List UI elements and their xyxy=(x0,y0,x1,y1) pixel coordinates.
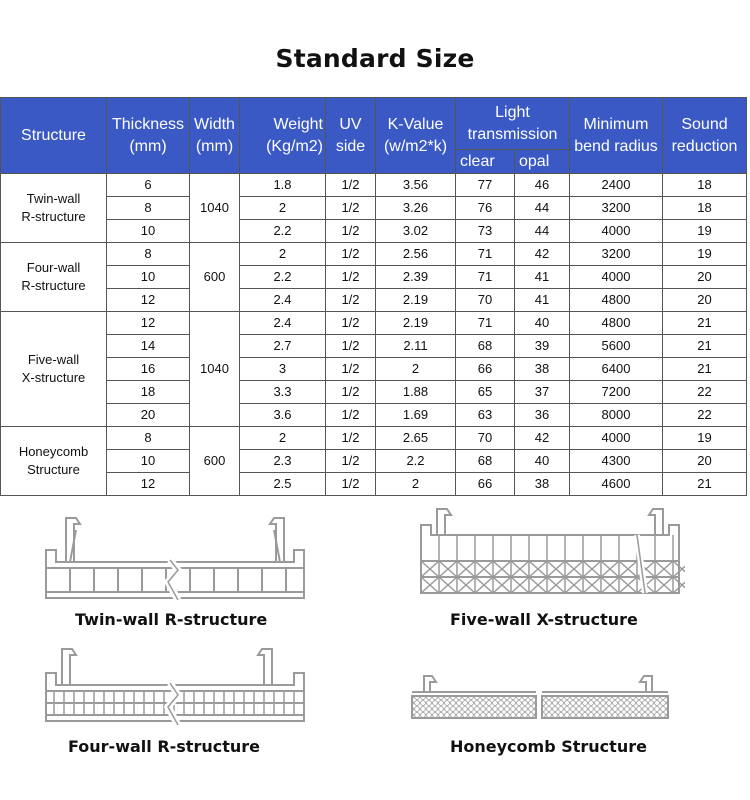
opal-cell: 42 xyxy=(515,427,570,450)
table-row xyxy=(1,289,747,312)
weight-cell: 2.7 xyxy=(240,335,326,358)
clear-cell: 77 xyxy=(456,174,515,197)
sound-cell: 21 xyxy=(663,473,747,496)
clear-cell: 71 xyxy=(456,312,515,335)
sound-cell: 21 xyxy=(663,335,747,358)
uv-cell: 1/2 xyxy=(326,197,376,220)
header-light-transmission: Light transmission xyxy=(456,98,570,150)
header-thickness: Thickness (mm) xyxy=(107,98,190,174)
kvalue-cell: 2.19 xyxy=(376,312,456,335)
weight-cell: 2 xyxy=(240,243,326,266)
thickness-cell: 10 xyxy=(107,266,190,289)
clear-cell: 68 xyxy=(456,450,515,473)
uv-cell: 1/2 xyxy=(326,289,376,312)
structure-cell: Four-wall R-structure xyxy=(1,243,107,312)
thickness-cell: 14 xyxy=(107,335,190,358)
uv-cell: 1/2 xyxy=(326,473,376,496)
weight-cell: 2.3 xyxy=(240,450,326,473)
table-row xyxy=(1,266,747,289)
header-opal: opal xyxy=(515,150,570,174)
opal-cell: 39 xyxy=(515,335,570,358)
uv-cell: 1/2 xyxy=(326,450,376,473)
header-sound: Sound reduction xyxy=(663,98,747,174)
thickness-cell: 8 xyxy=(107,197,190,220)
table-row xyxy=(1,473,747,496)
clear-cell: 66 xyxy=(456,473,515,496)
table-row xyxy=(1,243,747,266)
clear-cell: 66 xyxy=(456,358,515,381)
thickness-cell: 6 xyxy=(107,174,190,197)
clear-cell: 68 xyxy=(456,335,515,358)
caption-five-wall: Five-wall X-structure xyxy=(450,610,638,629)
sound-cell: 18 xyxy=(663,174,747,197)
bend-radius-cell: 4800 xyxy=(570,312,663,335)
opal-cell: 40 xyxy=(515,312,570,335)
sound-cell: 22 xyxy=(663,404,747,427)
structure-cell: Honeycomb Structure xyxy=(1,427,107,496)
five-wall-x-structure-diagram xyxy=(415,505,685,605)
table-row xyxy=(1,381,747,404)
kvalue-cell: 2.2 xyxy=(376,450,456,473)
uv-cell: 1/2 xyxy=(326,220,376,243)
weight-cell: 3.3 xyxy=(240,381,326,404)
uv-cell: 1/2 xyxy=(326,174,376,197)
sound-cell: 19 xyxy=(663,243,747,266)
kvalue-cell: 1.69 xyxy=(376,404,456,427)
header-bend-radius: Minimum bend radius xyxy=(570,98,663,174)
header-uv: UV side xyxy=(326,98,376,174)
opal-cell: 44 xyxy=(515,220,570,243)
uv-cell: 1/2 xyxy=(326,381,376,404)
width-cell: 600 xyxy=(190,243,240,312)
bend-radius-cell: 4000 xyxy=(570,427,663,450)
table-row xyxy=(1,197,747,220)
opal-cell: 42 xyxy=(515,243,570,266)
uv-cell: 1/2 xyxy=(326,358,376,381)
sound-cell: 19 xyxy=(663,220,747,243)
thickness-cell: 12 xyxy=(107,473,190,496)
uv-cell: 1/2 xyxy=(326,335,376,358)
bend-radius-cell: 4300 xyxy=(570,450,663,473)
thickness-cell: 12 xyxy=(107,312,190,335)
spec-table xyxy=(0,97,747,496)
sound-cell: 21 xyxy=(663,312,747,335)
structure-cell: Five-wall X-structure xyxy=(1,312,107,427)
table-row xyxy=(1,358,747,381)
kvalue-cell: 2.39 xyxy=(376,266,456,289)
weight-cell: 2.5 xyxy=(240,473,326,496)
opal-cell: 46 xyxy=(515,174,570,197)
thickness-cell: 8 xyxy=(107,243,190,266)
thickness-cell: 18 xyxy=(107,381,190,404)
weight-cell: 2.2 xyxy=(240,220,326,243)
clear-cell: 71 xyxy=(456,266,515,289)
kvalue-cell: 3.02 xyxy=(376,220,456,243)
opal-cell: 44 xyxy=(515,197,570,220)
table-row xyxy=(1,335,747,358)
kvalue-cell: 3.56 xyxy=(376,174,456,197)
bend-radius-cell: 3200 xyxy=(570,243,663,266)
weight-cell: 2.4 xyxy=(240,312,326,335)
weight-cell: 2.4 xyxy=(240,289,326,312)
thickness-cell: 12 xyxy=(107,289,190,312)
opal-cell: 41 xyxy=(515,289,570,312)
kvalue-cell: 2.19 xyxy=(376,289,456,312)
header-width: Width (mm) xyxy=(190,98,240,174)
bend-radius-cell: 7200 xyxy=(570,381,663,404)
table-row xyxy=(1,404,747,427)
thickness-cell: 10 xyxy=(107,220,190,243)
clear-cell: 76 xyxy=(456,197,515,220)
kvalue-cell: 2.11 xyxy=(376,335,456,358)
width-cell: 1040 xyxy=(190,312,240,427)
weight-cell: 3 xyxy=(240,358,326,381)
bend-radius-cell: 4000 xyxy=(570,266,663,289)
bend-radius-cell: 4000 xyxy=(570,220,663,243)
opal-cell: 37 xyxy=(515,381,570,404)
uv-cell: 1/2 xyxy=(326,243,376,266)
honeycomb-structure-diagram xyxy=(408,670,673,725)
uv-cell: 1/2 xyxy=(326,266,376,289)
structure-cell: Twin-wall R-structure xyxy=(1,174,107,243)
opal-cell: 40 xyxy=(515,450,570,473)
sound-cell: 20 xyxy=(663,266,747,289)
header-clear: clear xyxy=(456,150,515,174)
table-row xyxy=(1,450,747,473)
bend-radius-cell: 3200 xyxy=(570,197,663,220)
thickness-cell: 10 xyxy=(107,450,190,473)
clear-cell: 65 xyxy=(456,381,515,404)
weight-cell: 1.8 xyxy=(240,174,326,197)
uv-cell: 1/2 xyxy=(326,404,376,427)
four-wall-r-structure-diagram xyxy=(40,645,310,735)
caption-honeycomb: Honeycomb Structure xyxy=(450,737,647,756)
sound-cell: 19 xyxy=(663,427,747,450)
header-structure: Structure xyxy=(1,98,107,174)
page-title: Standard Size xyxy=(275,44,475,73)
thickness-cell: 16 xyxy=(107,358,190,381)
caption-twin-wall: Twin-wall R-structure xyxy=(75,610,268,629)
thickness-cell: 8 xyxy=(107,427,190,450)
opal-cell: 36 xyxy=(515,404,570,427)
sound-cell: 22 xyxy=(663,381,747,404)
opal-cell: 38 xyxy=(515,473,570,496)
uv-cell: 1/2 xyxy=(326,427,376,450)
weight-cell: 2 xyxy=(240,197,326,220)
uv-cell: 1/2 xyxy=(326,312,376,335)
bend-radius-cell: 4800 xyxy=(570,289,663,312)
sound-cell: 21 xyxy=(663,358,747,381)
table-row xyxy=(1,174,747,197)
header-kvalue: K-Value (w/m2*k) xyxy=(376,98,456,174)
sound-cell: 20 xyxy=(663,450,747,473)
bend-radius-cell: 8000 xyxy=(570,404,663,427)
bend-radius-cell: 4600 xyxy=(570,473,663,496)
sound-cell: 20 xyxy=(663,289,747,312)
bend-radius-cell: 6400 xyxy=(570,358,663,381)
bend-radius-cell: 2400 xyxy=(570,174,663,197)
clear-cell: 63 xyxy=(456,404,515,427)
twin-wall-r-structure-diagram xyxy=(40,510,310,610)
table-row xyxy=(1,427,747,450)
clear-cell: 71 xyxy=(456,243,515,266)
weight-cell: 2.2 xyxy=(240,266,326,289)
opal-cell: 38 xyxy=(515,358,570,381)
sound-cell: 18 xyxy=(663,197,747,220)
kvalue-cell: 1.88 xyxy=(376,381,456,404)
weight-cell: 2 xyxy=(240,427,326,450)
width-cell: 1040 xyxy=(190,174,240,243)
weight-cell: 3.6 xyxy=(240,404,326,427)
clear-cell: 70 xyxy=(456,427,515,450)
caption-four-wall: Four-wall R-structure xyxy=(68,737,260,756)
clear-cell: 73 xyxy=(456,220,515,243)
kvalue-cell: 2 xyxy=(376,473,456,496)
bend-radius-cell: 5600 xyxy=(570,335,663,358)
table-row xyxy=(1,220,747,243)
header-weight: Weight (Kg/m2) xyxy=(240,98,326,174)
kvalue-cell: 2 xyxy=(376,358,456,381)
table-row xyxy=(1,312,747,335)
kvalue-cell: 3.26 xyxy=(376,197,456,220)
thickness-cell: 20 xyxy=(107,404,190,427)
opal-cell: 41 xyxy=(515,266,570,289)
kvalue-cell: 2.65 xyxy=(376,427,456,450)
width-cell: 600 xyxy=(190,427,240,496)
kvalue-cell: 2.56 xyxy=(376,243,456,266)
clear-cell: 70 xyxy=(456,289,515,312)
